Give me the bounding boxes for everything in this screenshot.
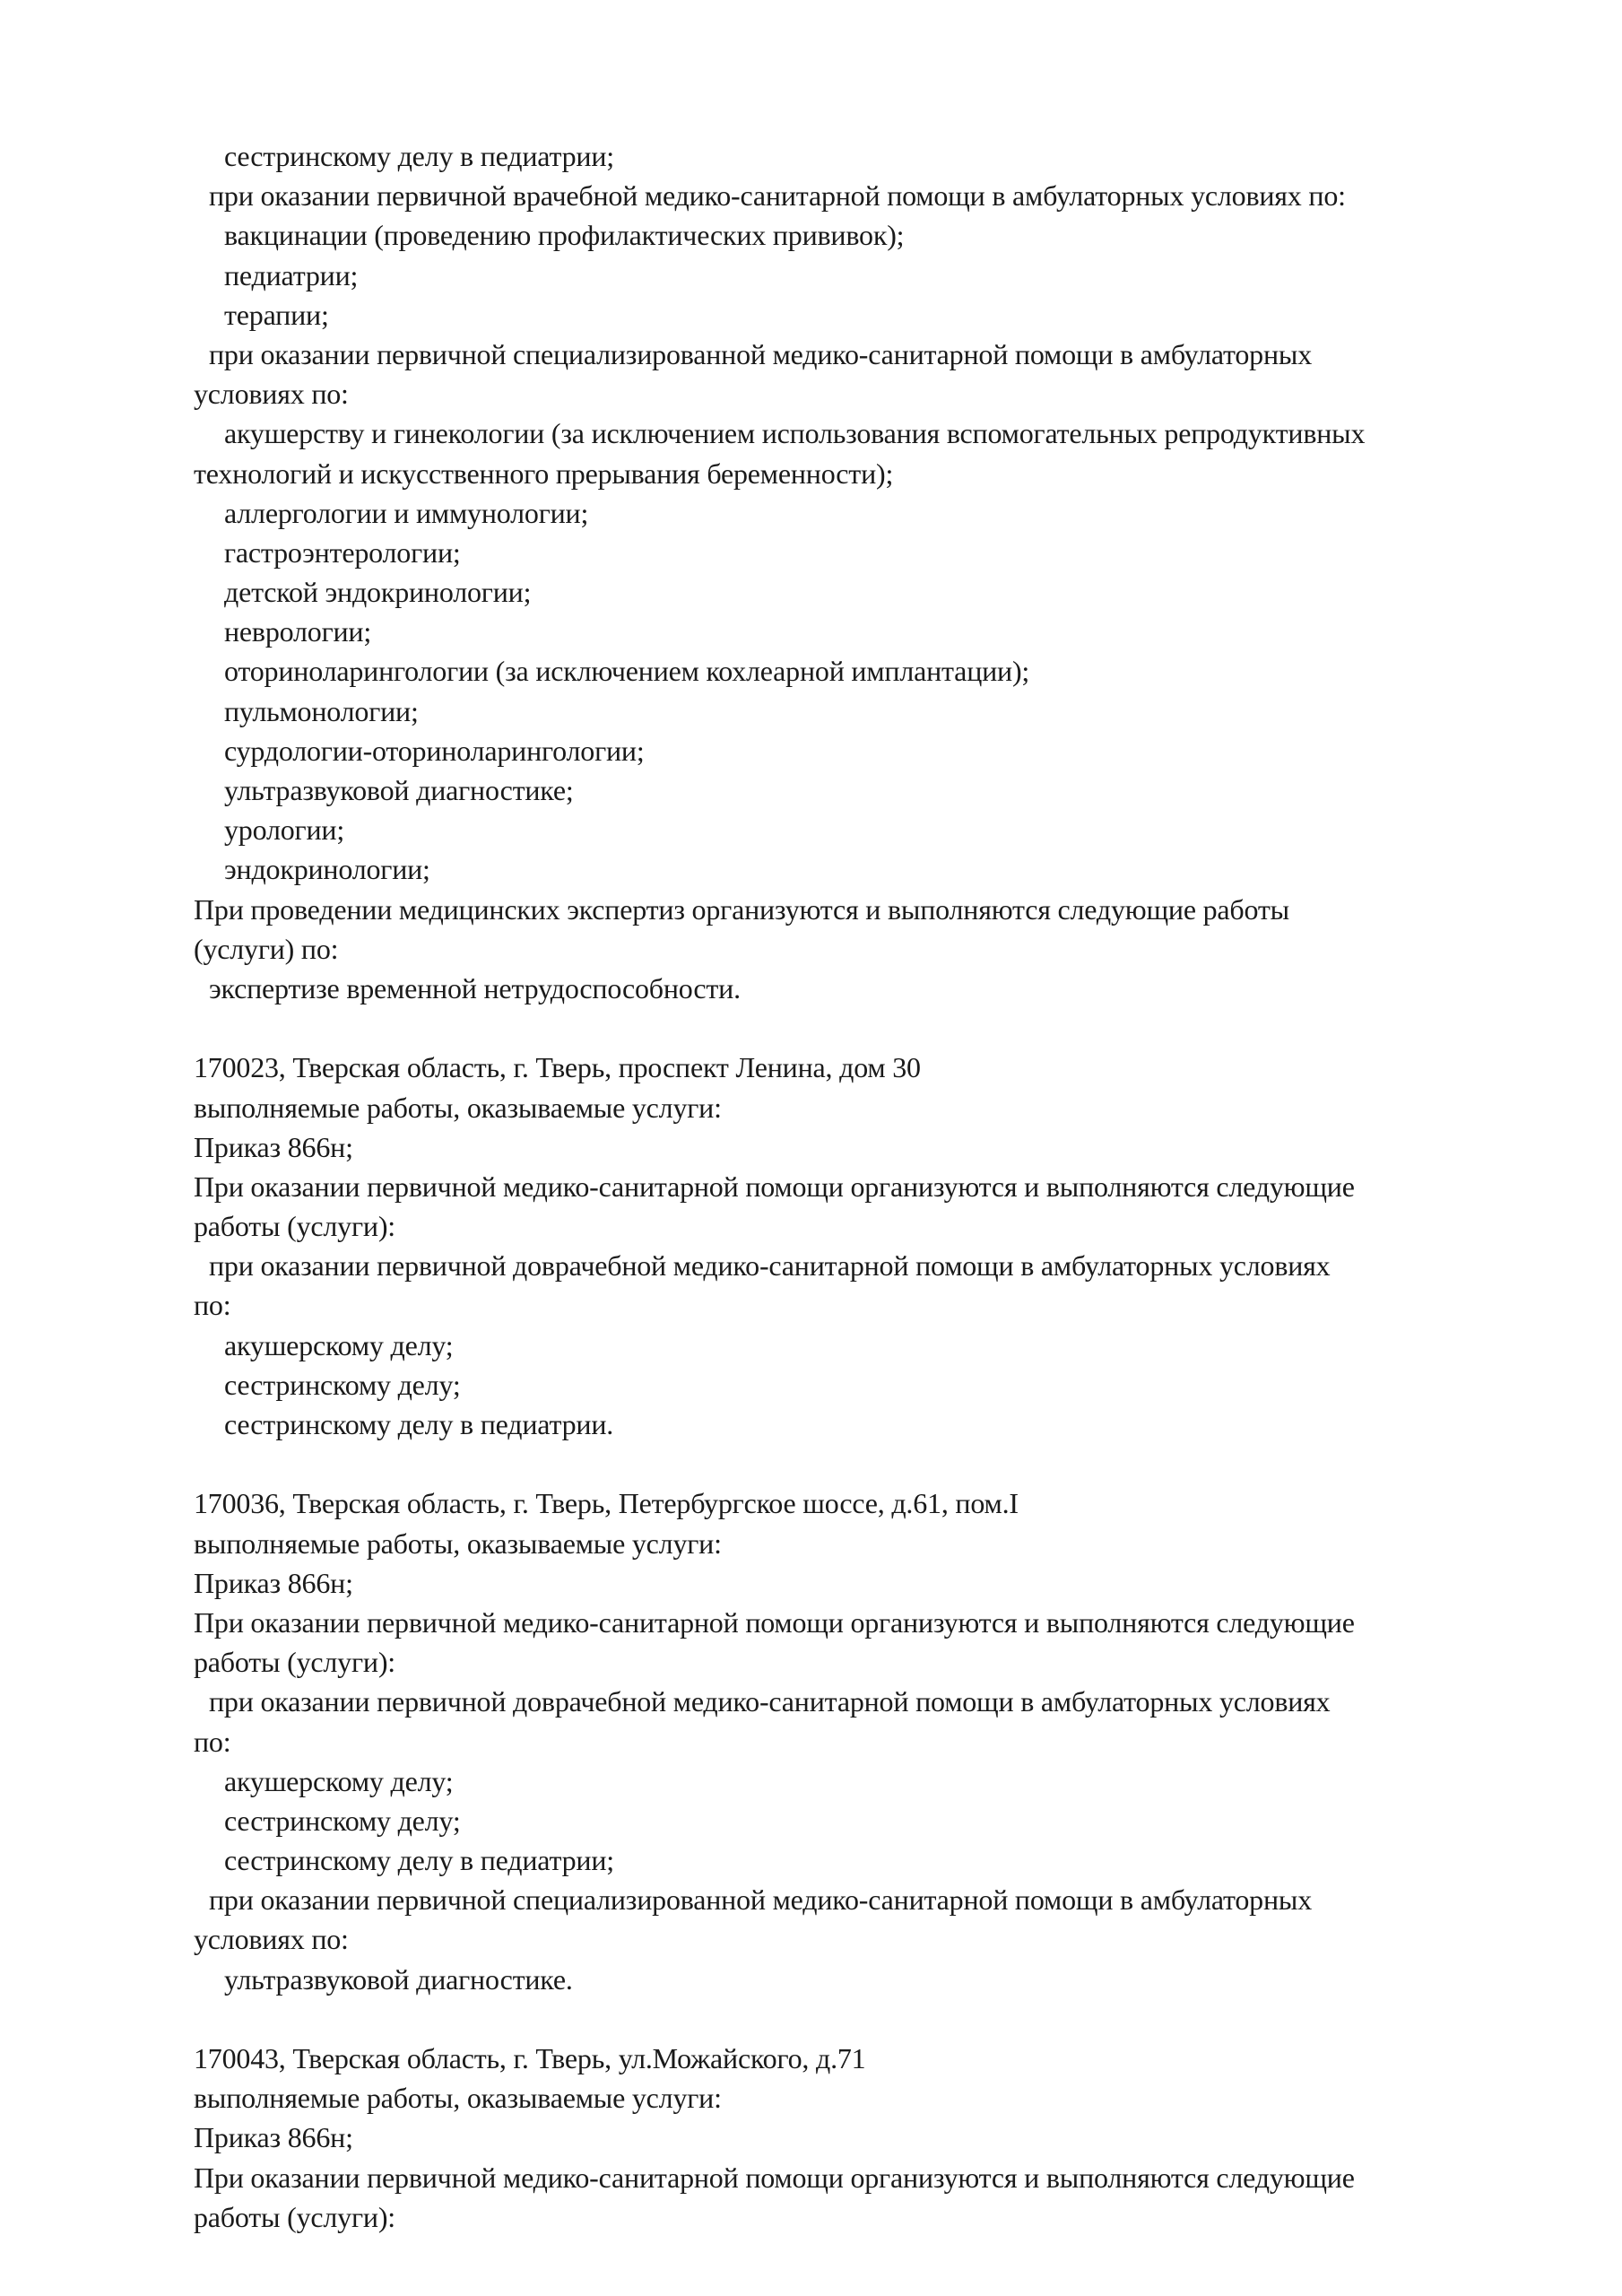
service-item: сестринскому делу в педиатрии;: [224, 140, 614, 172]
document-page: [194, 136, 1557, 2237]
service-item: неврологии;: [224, 615, 372, 648]
address-section: [194, 1483, 1557, 1998]
service-item: акушерскому делу;: [224, 1328, 454, 1361]
service-item: терапии;: [224, 298, 329, 331]
service-item: аллергологии и иммунологии;: [224, 496, 589, 529]
expertise-intro: При проведении медицинских экспертиз организуются и выполняются следующие работы: [194, 892, 1289, 926]
intro-line-cont: работы (услуги):: [194, 1210, 395, 1243]
intro-line: При оказании первичной медико-санитарной помощи организуются и выполняются следующие: [194, 1170, 1355, 1203]
service-item: вакцинации (проведению профилактических прививок);: [224, 219, 905, 252]
care-type-heading: при оказании первичной специализированной медико-санитарной помощи в амбулаторных: [209, 337, 1313, 370]
works-label: выполняемые работы, оказываемые услуги:: [194, 1526, 722, 1560]
service-item: сестринскому делу в педиатрии;: [224, 1844, 614, 1877]
address-line: 170043, Тверская область, г. Тверь, ул.Можайского, д.71: [194, 2042, 866, 2074]
service-item: акушерству и гинекологии (за исключением использования вспомогательных репродуктивных: [224, 417, 1366, 450]
service-item-cont: технологий и искусственного прерывания беременности);: [194, 457, 894, 490]
intro-line-cont: работы (услуги):: [194, 1646, 395, 1679]
service-item: сестринскому делу;: [224, 1804, 461, 1837]
service-item: сурдологии-оториноларингологии;: [224, 734, 645, 767]
intro-line: При оказании первичной медико-санитарной помощи организуются и выполняются следующие: [194, 2161, 1355, 2194]
works-label: выполняемые работы, оказываемые услуги:: [194, 1091, 722, 1124]
service-item: эндокринологии;: [224, 853, 430, 886]
service-item: экспертизе временной нетрудоспособности.: [209, 971, 741, 1004]
order-reference: Приказ 866н;: [194, 1130, 353, 1163]
service-item: ультразвуковой диагностике;: [224, 774, 574, 806]
section-gap: [194, 1999, 1557, 2039]
service-item: акушерскому делу;: [224, 1764, 454, 1797]
service-item: педиатрии;: [224, 258, 359, 291]
order-reference: Приказ 866н;: [194, 2121, 353, 2154]
care-type-heading: при оказании первичной доврачебной медико-санитарной помощи в амбулаторных условиях: [209, 1685, 1331, 1718]
service-item: оториноларингологии (за исключением кохлеарной имплантации);: [224, 655, 1030, 688]
intro-line: При оказании первичной медико-санитарной помощи организуются и выполняются следующие: [194, 1605, 1355, 1639]
section-gap: [194, 1008, 1557, 1048]
intro-line-cont: работы (услуги):: [194, 2200, 395, 2233]
address-line: 170023, Тверская область, г. Тверь, проспект Ленина, дом 30: [194, 1051, 921, 1084]
care-type-heading: при оказании первичной доврачебной медико-санитарной помощи в амбулаторных условиях: [209, 1249, 1331, 1283]
care-type-heading: при оказании первичной специализированной медико-санитарной помощи в амбулаторных: [209, 1883, 1313, 1917]
care-type-heading: при оказании первичной врачебной медико-санитарной помощи в амбулаторных условиях по:: [209, 179, 1346, 213]
care-type-heading-cont: условиях по:: [194, 1923, 349, 1956]
care-type-heading-cont: по:: [194, 1289, 231, 1322]
continuation-block: [194, 136, 1557, 1008]
service-item: сестринскому делу в педиатрии.: [224, 1408, 614, 1440]
address-line: 170036, Тверская область, г. Тверь, Петербургское шоссе, д.61, пом.I: [194, 1487, 1019, 1520]
service-item: детской эндокринологии;: [224, 576, 532, 609]
service-item: урологии;: [224, 813, 345, 847]
address-section: [194, 1048, 1557, 1444]
address-section: [194, 2039, 1557, 2237]
service-item: гастроэнтерологии;: [224, 535, 461, 569]
works-label: выполняемые работы, оказываемые услуги:: [194, 2082, 722, 2115]
service-item: пульмонологии;: [224, 694, 419, 727]
service-item: ультразвуковой диагностике.: [224, 1962, 573, 1996]
expertise-intro-cont: (услуги) по:: [194, 932, 339, 965]
care-type-heading-cont: условиях по:: [194, 378, 349, 411]
service-item: сестринскому делу;: [224, 1368, 461, 1401]
order-reference: Приказ 866н;: [194, 1566, 353, 1599]
care-type-heading-cont: по:: [194, 1725, 231, 1758]
section-gap: [194, 1444, 1557, 1483]
